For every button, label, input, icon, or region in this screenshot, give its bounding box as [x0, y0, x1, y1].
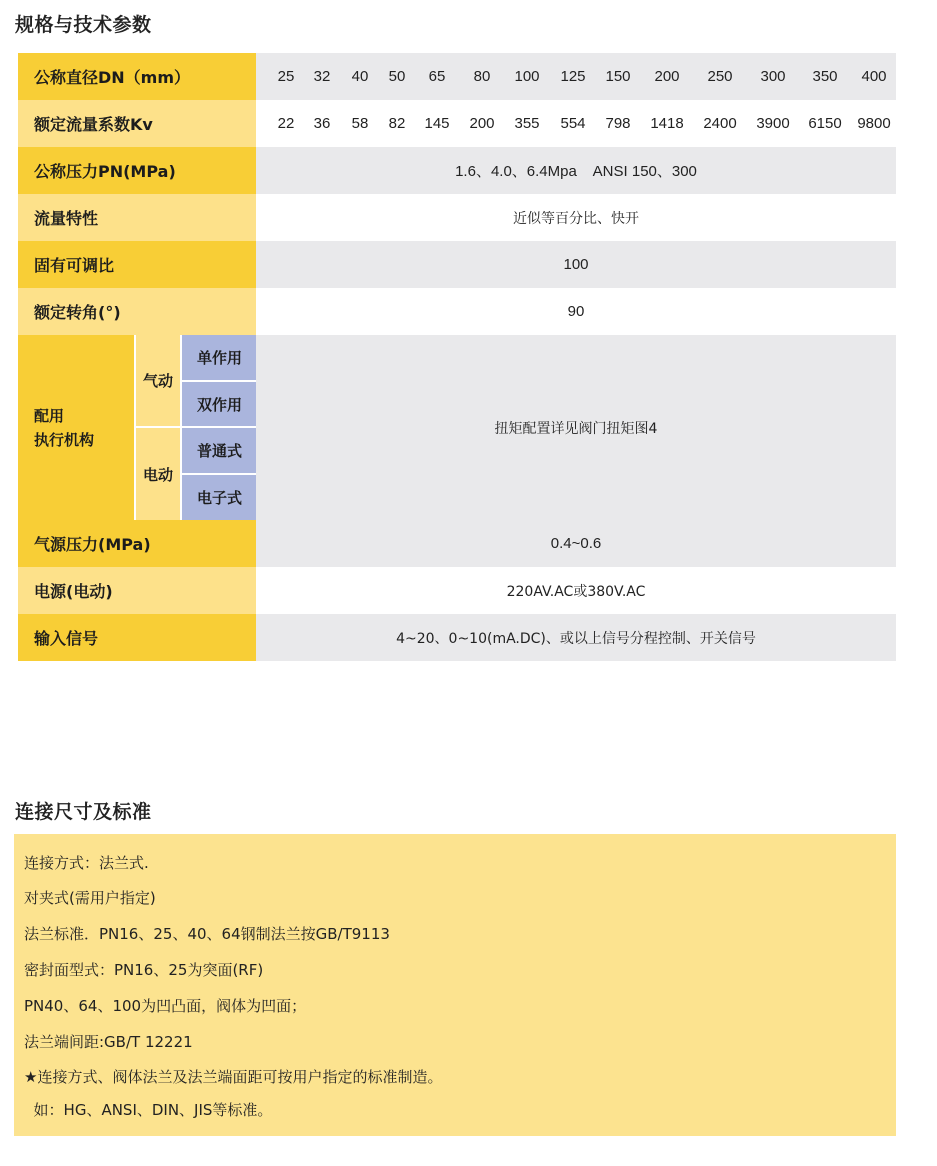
kv-value-cell: 355	[514, 115, 540, 132]
row-label-kv: 额定流量系数Kv	[18, 100, 256, 147]
row-values-dn	[256, 53, 896, 100]
kv-value-cell: 145	[424, 115, 450, 132]
dn-value-cell: 50	[388, 68, 406, 85]
table-row-air	[18, 520, 896, 567]
row-value-actuator: 扭矩配置详见阀门扭矩图4	[256, 335, 896, 520]
electric-label: 电动	[136, 428, 180, 520]
table-row-flow	[18, 194, 896, 241]
actuator-label-line2: 执行机构	[34, 430, 95, 449]
connection-line: 连接方式：法兰式.	[24, 854, 149, 872]
kv-value-cell: 58	[351, 115, 369, 132]
row-label-dn: 公称直径DN（mm）	[18, 53, 256, 100]
table-row-power	[18, 567, 896, 614]
kv-value-cell: 82	[388, 115, 406, 132]
table-row-angle	[18, 288, 896, 335]
row-label-flow: 流量特性	[18, 194, 256, 241]
row-value-power: 220AV.AC或380V.AC	[256, 567, 896, 614]
dn-value-cell: 32	[313, 68, 331, 85]
dn-value-cell: 80	[473, 68, 491, 85]
connection-line: 法兰端间距:GB/T 12221	[24, 1033, 193, 1051]
kv-value-cell: 200	[469, 115, 495, 132]
table-row-dn	[18, 53, 896, 100]
dn-value-cell: 25	[277, 68, 295, 85]
table-row-actuator	[18, 335, 896, 520]
connection-note-line: ★连接方式、阀体法兰及法兰端面距可按用户指定的标准制造。	[24, 1068, 443, 1086]
kv-value-cell: 6150	[808, 115, 842, 132]
row-label-input: 输入信号	[18, 614, 256, 661]
electronic-type-label: 电子式	[182, 475, 256, 520]
connection-note-line: 如：HG、ANSI、DIN、JIS等标准。	[24, 1101, 273, 1119]
kv-value-cell: 36	[313, 115, 331, 132]
table-row-pn	[18, 147, 896, 194]
pneumatic-label: 气动	[136, 335, 180, 426]
row-label-angle: 额定转角(°)	[18, 288, 256, 335]
kv-value-cell: 798	[605, 115, 631, 132]
connection-section-title: 连接尺寸及标准	[15, 801, 152, 823]
dn-value-cell: 400	[861, 68, 887, 85]
dn-value-cell: 300	[760, 68, 786, 85]
dn-value-cell: 250	[707, 68, 733, 85]
connection-line: 对夹式(需用户指定)	[24, 889, 156, 907]
actuator-label-line1: 配用	[34, 406, 65, 425]
dn-value-cell: 200	[654, 68, 680, 85]
connection-line: 密封面型式：PN16、25为突面(RF)	[24, 961, 264, 979]
dn-value-cell: 100	[514, 68, 540, 85]
dn-value-cell: 40	[351, 68, 369, 85]
single-acting-label: 单作用	[182, 335, 256, 380]
connection-info-box	[14, 834, 896, 1136]
row-value-flow: 近似等百分比、快开	[256, 194, 896, 241]
double-acting-label: 双作用	[182, 382, 256, 426]
row-label-power: 电源(电动)	[18, 567, 256, 614]
table-row-ratio	[18, 241, 896, 288]
kv-value-cell: 554	[560, 115, 586, 132]
dn-value-cell: 350	[812, 68, 838, 85]
row-value-angle: 90	[256, 288, 896, 335]
row-value-ratio: 100	[256, 241, 896, 288]
connection-line: PN40、64、100为凹凸面，阀体为凹面；	[24, 997, 307, 1015]
row-label-ratio: 固有可调比	[18, 241, 256, 288]
row-value-pn: 1.6、4.0、6.4Mpa ANSI 150、300	[256, 147, 896, 194]
row-label-air: 气源压力(MPa)	[18, 520, 256, 567]
table-row-kv	[18, 100, 896, 147]
dn-value-cell: 65	[428, 68, 446, 85]
spec-section-title: 规格与技术参数	[15, 14, 152, 36]
kv-value-cell: 1418	[650, 115, 684, 132]
row-values-kv	[256, 100, 896, 147]
connection-line: 法兰标准．PN16、25、40、64钢制法兰按GB/T9113	[24, 925, 390, 943]
kv-value-cell: 2400	[703, 115, 737, 132]
row-value-air: 0.4~0.6	[256, 520, 896, 567]
row-value-input: 4~20、0~10(mA.DC)、或以上信号分程控制、开关信号	[256, 614, 896, 661]
kv-value-cell: 9800	[857, 115, 891, 132]
kv-value-cell: 3900	[756, 115, 790, 132]
kv-value-cell: 22	[277, 115, 295, 132]
normal-type-label: 普通式	[182, 428, 256, 473]
table-row-input	[18, 614, 896, 661]
dn-value-cell: 150	[605, 68, 631, 85]
row-label-pn: 公称压力PN(MPa)	[18, 147, 256, 194]
dn-value-cell: 125	[560, 68, 586, 85]
actuator-label	[18, 335, 134, 520]
